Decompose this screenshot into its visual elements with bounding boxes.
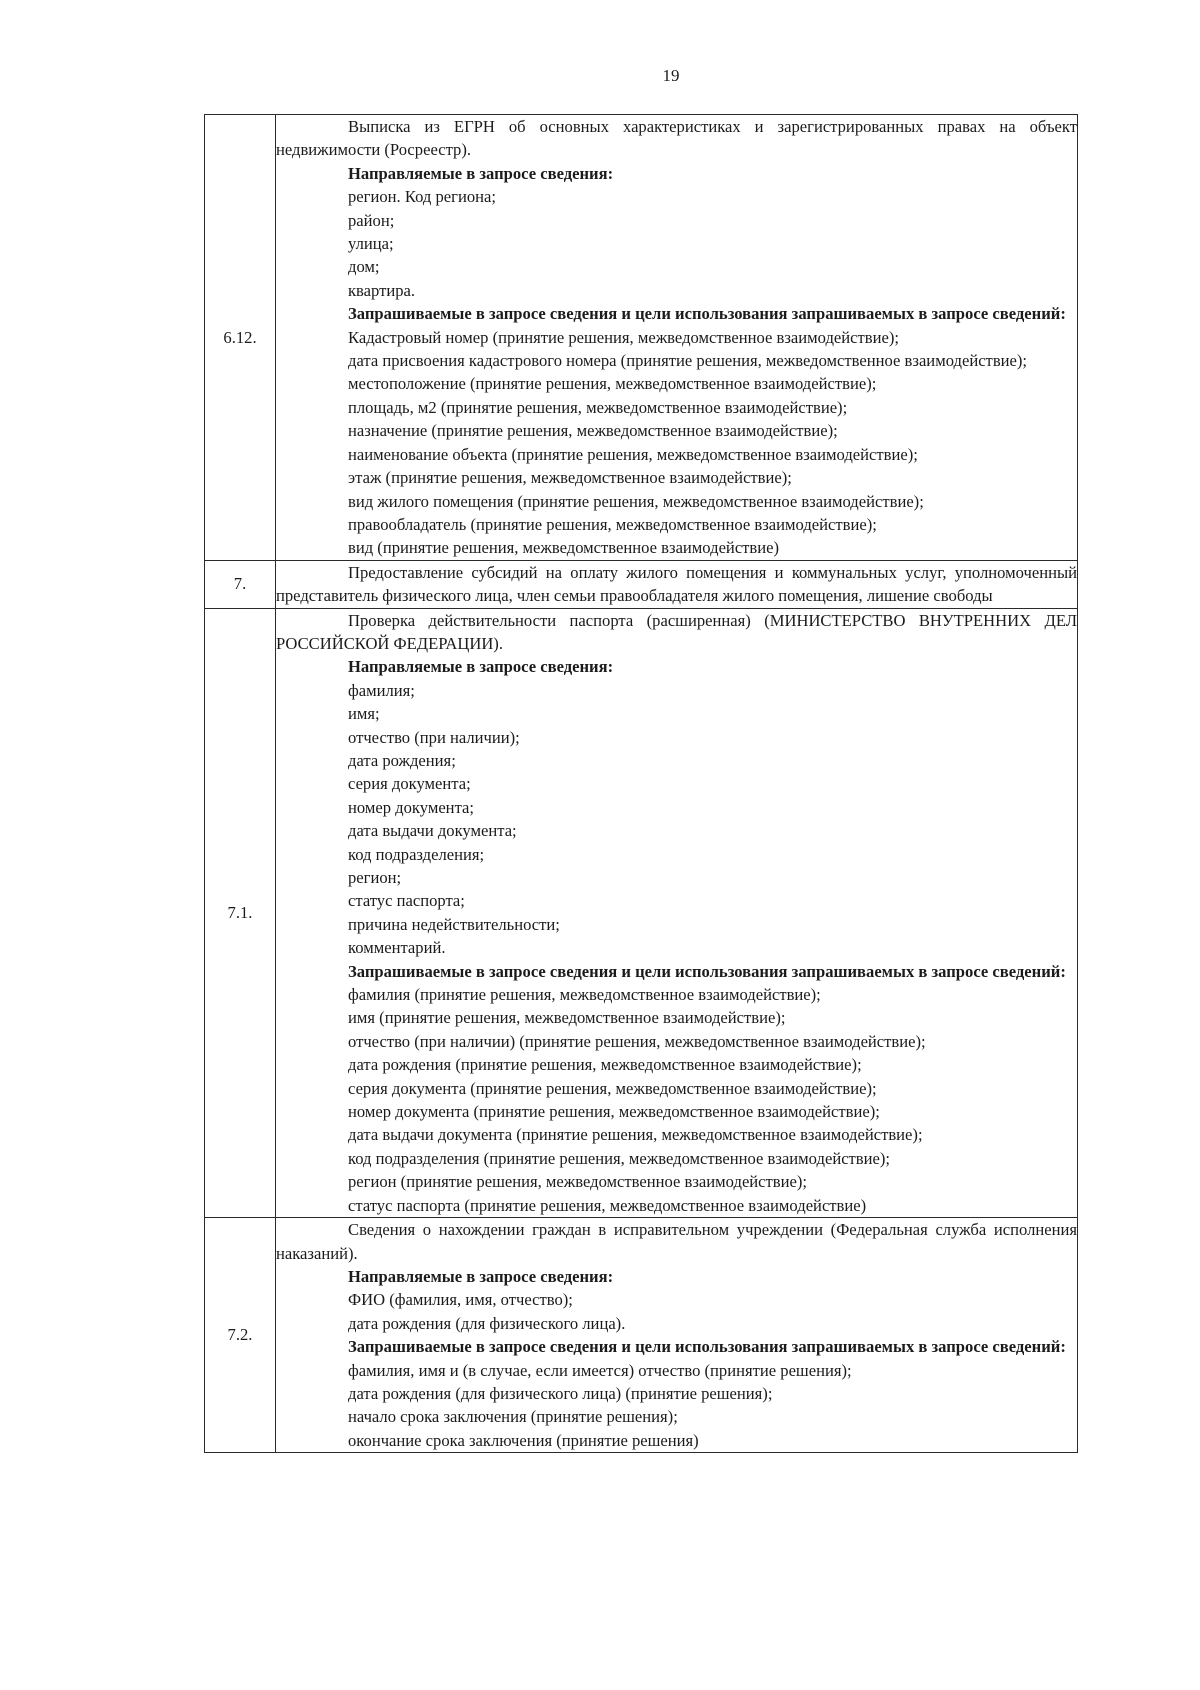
row-content [276,608,1078,1218]
list-item: улица; [348,234,394,254]
list-item: наименование объекта (принятие решения, межведомственное взаимодействие); [348,444,918,464]
list-item: комментарий. [348,938,446,958]
row-content [276,1218,1078,1453]
list-item: вид жилого помещения (принятие решения, межведомственное взаимодействие); [348,491,924,511]
list-item: фамилия, имя и (в случае, если имеется) отчество (принятие решения); [348,1360,852,1380]
list-item: отчество (при наличии) (принятие решения, межведомственное взаимодействие); [348,1031,926,1051]
list-item: ФИО (фамилия, имя, отчество); [348,1290,573,1310]
list-item: местоположение (принятие решения, межведомственное взаимодействие); [348,374,877,394]
list-item: серия документа; [348,774,471,794]
list-item: назначение (принятие решения, межведомственное взаимодействие); [348,421,838,441]
list-item: фамилия (принятие решения, межведомственное взаимодействие); [348,985,821,1005]
list-item: район; [348,210,395,230]
sent-heading: Направляемые в запросе сведения: [348,657,614,677]
list-item: статус паспорта; [348,891,465,911]
list-item: дата выдачи документа (принятие решения, межведомственное взаимодействие); [348,1125,923,1145]
row-title: Выписка из ЕГРН об основных характеристиках и зарегистрированных правах на объект недвижимости (Росреестр). [276,117,1077,160]
requested-heading: Запрашиваемые в запросе сведения и цели использования запрашиваемых в запросе сведений: [348,961,1066,981]
list-item: причина недействительности; [348,914,560,934]
row-number: 7.1. [205,608,276,1218]
list-item: фамилия; [348,680,415,700]
row-content [276,115,1078,561]
row-title: Сведения о нахождении граждан в исправительном учреждении (Федеральная служба исполнения наказаний). [276,1220,1077,1263]
row-title: Проверка действительности паспорта (расширенная) (МИНИСТЕРСТВО ВНУТРЕННИХ ДЕЛ РОССИЙСКОЙ ФЕДЕРАЦИИ). [276,610,1077,653]
list-item: код подразделения; [348,844,485,864]
table-row [205,560,1078,608]
page-number: 19 [662,66,680,85]
row-number: 7. [205,560,276,608]
list-item: Кадастровый номер (принятие решения, межведомственное взаимодействие); [348,327,899,347]
list-item: код подразделения (принятие решения, межведомственное взаимодействие); [348,1148,891,1168]
list-item: регион. Код региона; [348,187,496,207]
requested-heading: Запрашиваемые в запросе сведения и цели использования запрашиваемых в запросе сведений: [348,304,1066,324]
list-item: отчество (при наличии); [348,727,520,747]
list-item: дата рождения; [348,750,456,770]
list-item: дата рождения (для физического лица). [348,1313,626,1333]
list-item: дата рождения (принятие решения, межведомственное взаимодействие); [348,1055,862,1075]
row-title: Предоставление субсидий на оплату жилого помещения и коммунальных услуг, уполномоченный представитель физического лица, член семьи правообладателя жилого помещения, лишение свободы [276,562,1077,606]
requested-heading: Запрашиваемые в запросе сведения и цели использования запрашиваемых в запросе сведений: [348,1337,1066,1357]
list-item: регион; [348,868,402,887]
list-item: имя (принятие решения, межведомственное взаимодействие); [348,1008,786,1028]
list-item: этаж (принятие решения, межведомственное взаимодействие); [348,468,792,488]
table-row [205,608,1078,1218]
list-item: номер документа; [348,797,474,817]
list-item: дом; [348,257,380,277]
requests-table [204,114,1078,1453]
list-item: дата рождения (для физического лица) (принятие решения); [348,1383,773,1403]
list-item: правообладатель (принятие решения, межведомственное взаимодействие); [348,514,877,534]
list-item: номер документа (принятие решения, межведомственное взаимодействие); [348,1102,880,1122]
row-content [276,560,1078,608]
row-number: 7.2. [205,1218,276,1453]
sent-heading: Направляемые в запросе сведения: [348,163,614,183]
table-row [205,115,1078,561]
sent-heading: Направляемые в запросе сведения: [348,1266,614,1286]
list-item: начало срока заключения (принятие решения); [348,1407,678,1427]
row-number: 6.12. [205,115,276,561]
list-item: статус паспорта (принятие решения, межведомственное взаимодействие) [348,1195,867,1215]
list-item: окончание срока заключения (принятие решения) [348,1430,699,1450]
list-item: регион (принятие решения, межведомственное взаимодействие); [348,1172,808,1192]
table-row [205,1218,1078,1453]
list-item: дата выдачи документа; [348,821,517,841]
list-item: имя; [348,704,380,724]
list-item: площадь, м2 (принятие решения, межведомственное взаимодействие); [348,397,848,417]
list-item: дата присвоения кадастрового номера (принятие решения, межведомственное взаимодействие); [348,351,1028,371]
list-item: серия документа (принятие решения, межведомственное взаимодействие); [348,1078,877,1098]
list-item: вид (принятие решения, межведомственное взаимодействие) [348,538,780,558]
list-item: квартира. [348,280,416,300]
